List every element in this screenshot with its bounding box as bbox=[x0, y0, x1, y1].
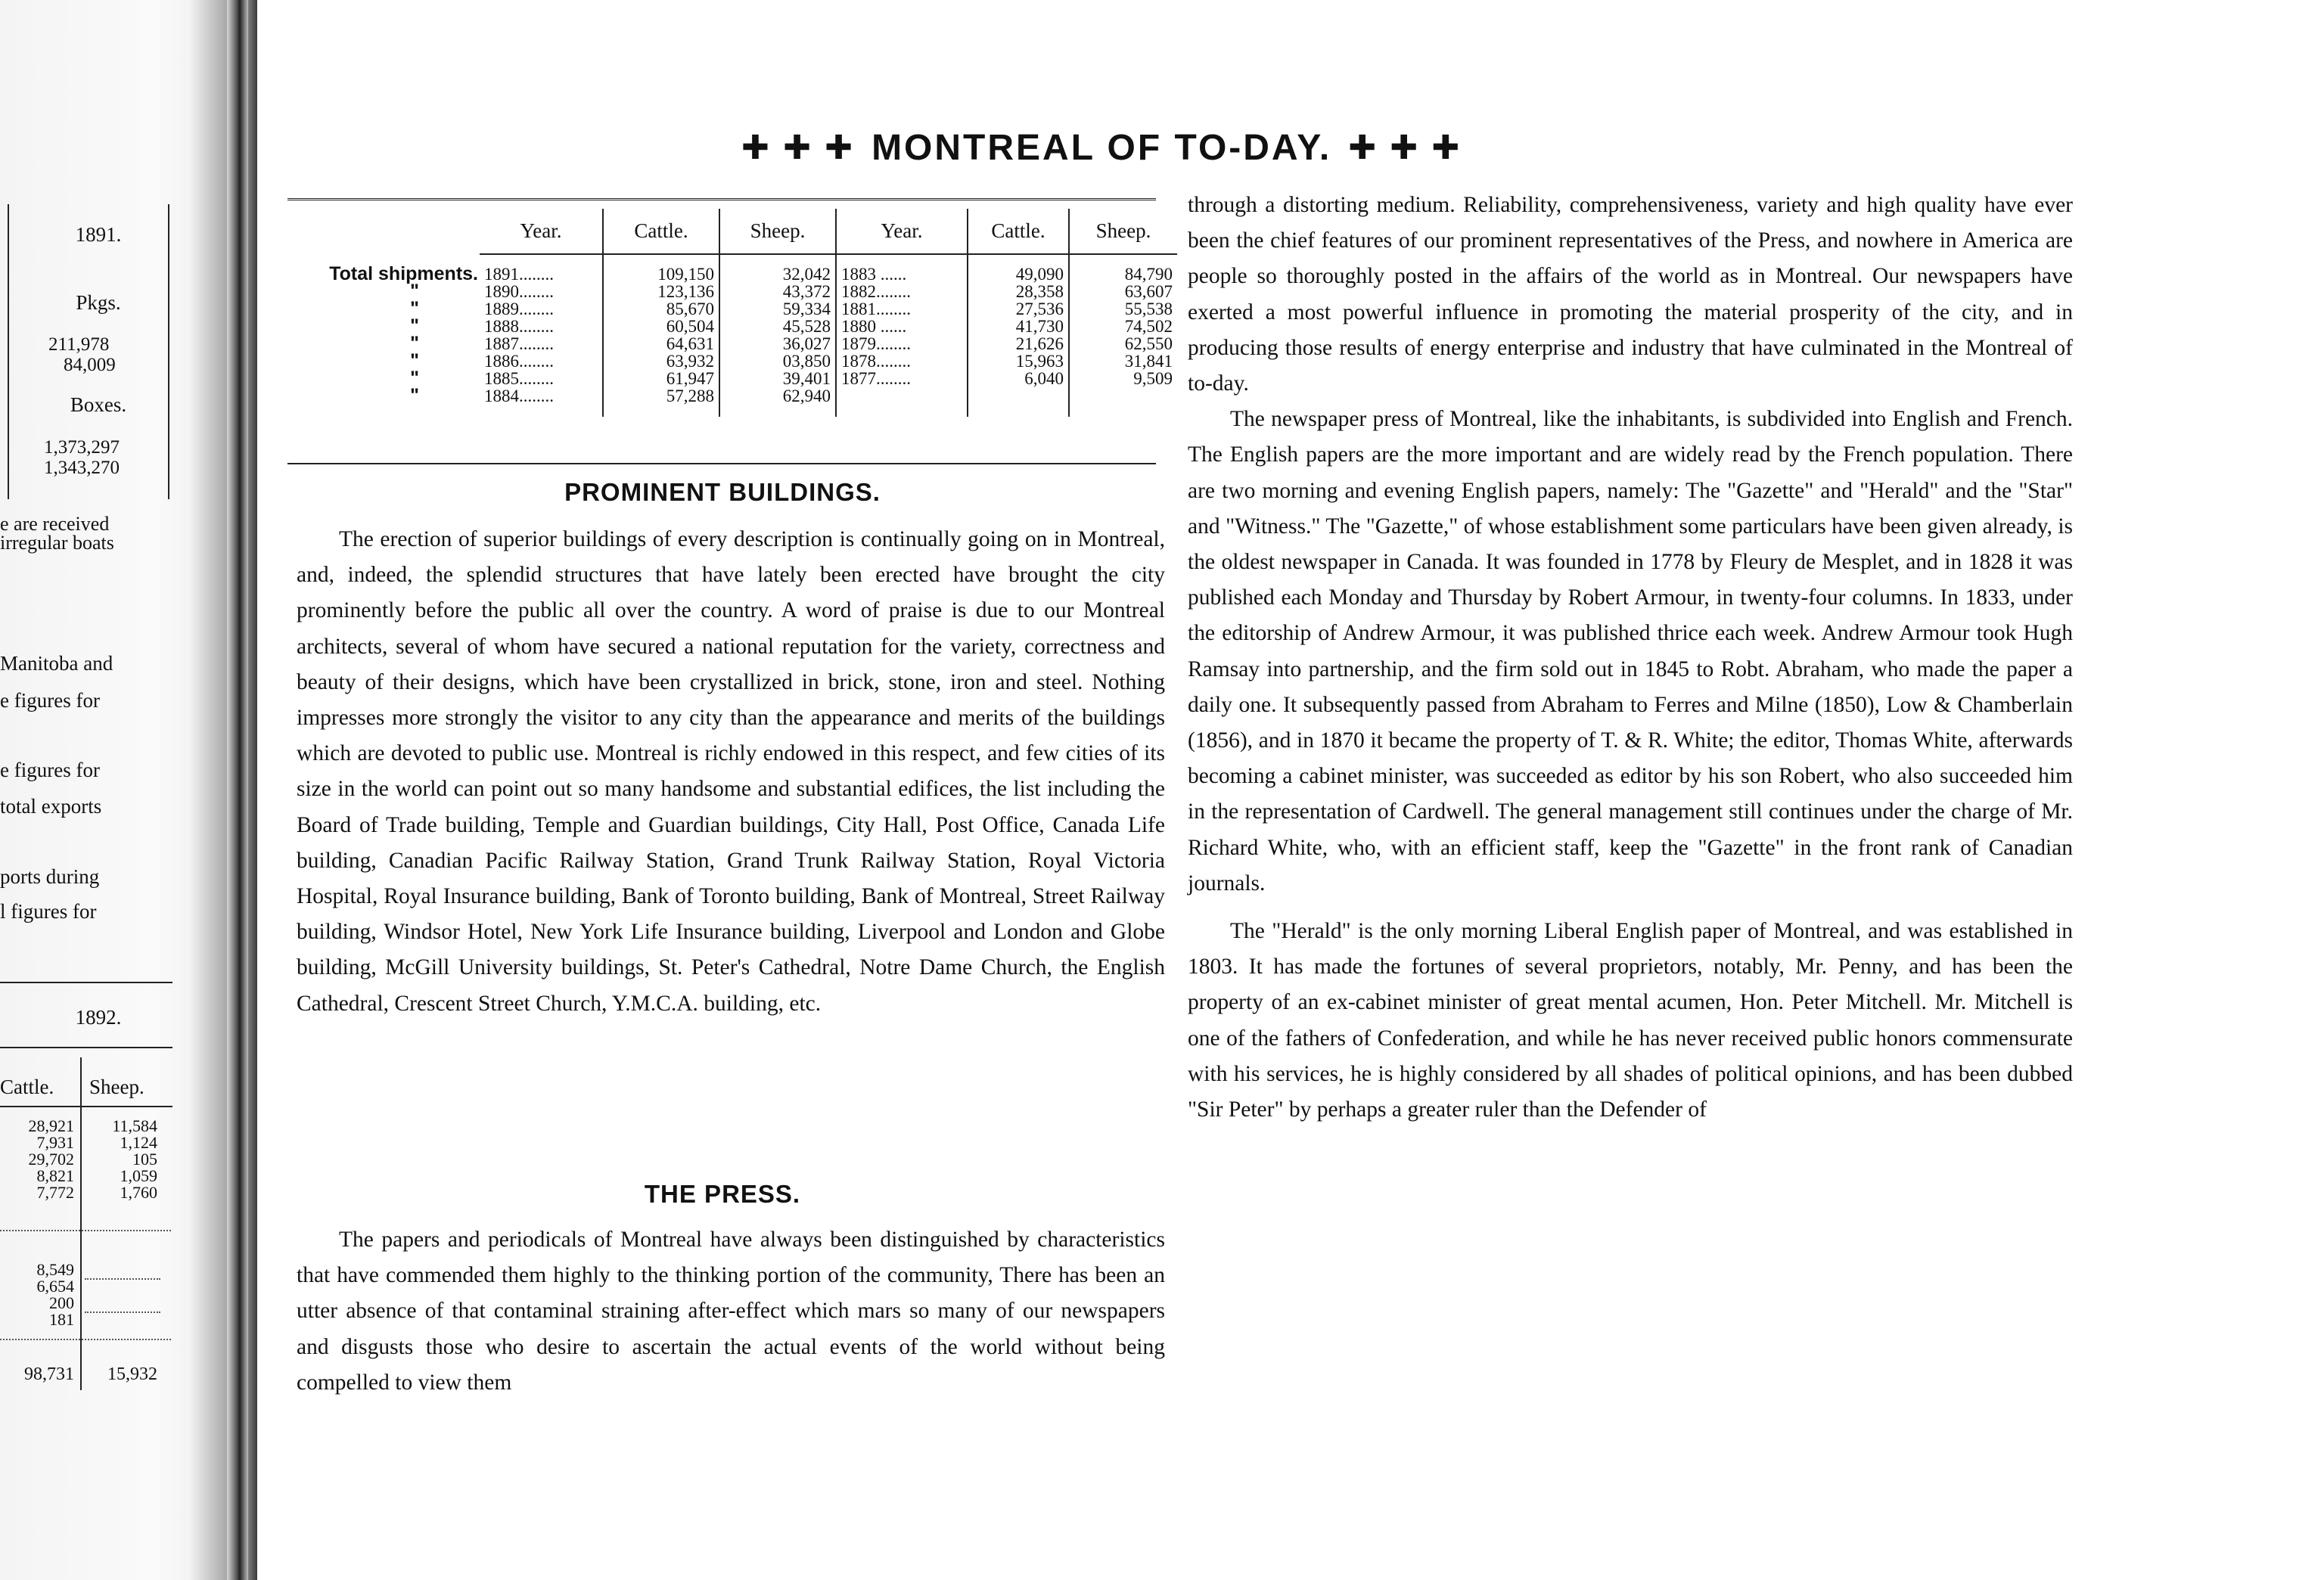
row-ditto: " bbox=[410, 385, 419, 406]
cell-year: 1891........ bbox=[480, 254, 603, 283]
year-1891: 1891. bbox=[75, 223, 122, 246]
cell-cattle: 85,670 bbox=[603, 300, 719, 318]
cattle-value: 28,921 bbox=[28, 1116, 74, 1135]
the-press-paragraph: The papers and periodicals of Montreal have always been distinguished by characteristics that have commended them highly to the thinking portion of the community, There has been an utter absence of that contaminal straining after-effect which mars so many of our newspapers and disgusts those who desire to ascertain the actual events of the world without being compelled to view them bbox=[297, 1228, 1165, 1395]
left-table-dotted-rule bbox=[85, 1311, 160, 1313]
row-ditto: " bbox=[410, 298, 419, 319]
cell-cattle: 28,358 bbox=[968, 283, 1069, 300]
cell-cattle: 64,631 bbox=[603, 335, 719, 352]
cell-cattle: 41,730 bbox=[968, 318, 1069, 335]
cross-ornament: ✚ ✚ ✚ bbox=[1348, 129, 1462, 166]
pkgs-value: 211,978 bbox=[48, 334, 110, 355]
cell-year: 1890........ bbox=[480, 283, 603, 300]
cell-cattle: 49,090 bbox=[968, 254, 1069, 283]
cell-year: 1888........ bbox=[480, 318, 603, 335]
cell-sheep: 55,538 bbox=[1124, 300, 1173, 318]
fragment-line: l figures for bbox=[0, 900, 97, 923]
cell-cattle: 63,932 bbox=[603, 352, 719, 370]
cattle-value: 181 bbox=[49, 1310, 74, 1329]
cell-sheep: 43,372 bbox=[719, 283, 836, 300]
fragment-line: total exports bbox=[0, 795, 102, 818]
table-row bbox=[287, 370, 1177, 387]
fragment-line: irregular boats bbox=[0, 532, 114, 554]
cattle-value: 7,772 bbox=[36, 1183, 74, 1202]
cell-year: 1877........ bbox=[836, 370, 968, 387]
table-row bbox=[287, 283, 1177, 300]
cattle-value: 8,549 bbox=[36, 1260, 74, 1279]
table-header: Sheep. bbox=[719, 209, 836, 254]
table-row bbox=[287, 318, 1177, 335]
cell-sheep bbox=[1069, 387, 1177, 417]
sheep-value: 1,059 bbox=[120, 1166, 157, 1185]
cell-year: 1889........ bbox=[480, 300, 603, 318]
cell-sheep: 31,841 bbox=[1124, 352, 1173, 371]
cattle-total: 98,731 bbox=[24, 1364, 74, 1384]
cross-ornament: ✚ ✚ ✚ bbox=[741, 129, 856, 166]
year-1892: 1892. bbox=[75, 1006, 122, 1029]
fragment-line: Manitoba and bbox=[0, 652, 113, 675]
page-fold bbox=[227, 0, 248, 1580]
left-table-dotted-rule bbox=[0, 1339, 171, 1340]
sheep-total: 15,932 bbox=[107, 1364, 157, 1384]
cell-year: 1884........ bbox=[480, 387, 603, 417]
row-label: Total shipments. bbox=[329, 262, 478, 284]
page-title: MONTREAL OF TO-DAY. bbox=[872, 128, 1332, 168]
fragment-line: e figures for bbox=[0, 759, 100, 781]
cell-cattle: 57,288 bbox=[603, 387, 719, 417]
cell-sheep: 62,550 bbox=[1124, 334, 1173, 353]
cell-sheep: 45,528 bbox=[719, 318, 836, 335]
left-table-top-rule bbox=[0, 982, 172, 983]
cattle-value: 8,821 bbox=[36, 1166, 74, 1185]
sheep-value: 1,124 bbox=[120, 1133, 157, 1152]
left-table-rule bbox=[0, 1106, 172, 1107]
sheep-column-a bbox=[85, 1118, 157, 1201]
pkgs-value: 84,009 bbox=[64, 355, 116, 375]
prominent-buildings-body bbox=[297, 522, 1165, 1022]
cell-year: 1879........ bbox=[836, 335, 968, 352]
newspaper-press-paragraph: The newspaper press of Montreal, like the inhabitants, is subdivided into English and French. The English papers are the more important and are widely read by the French population. There are two morning and evening English papers, namely: The "Gazette" and "Herald" and the "Star" and "Witness." The "Gazette," of whose establishment some particulars have been given already, is the oldest newspaper in Canada. It was founded in 1778 by Fleury de Mesplet, and in 1828 it was published each Monday and Thursday by Robert Armour, in twenty-four columns. In 1833, under the editorship of Andrew Armour, it was published thrice each week. Andrew Armour took Hugh Ramsay into partnership, and the firm sold out in 1845 to Robt. Abraham, who made the paper a daily one. It subsequently passed from Abraham to Ferres and Milne (1850), Low & Chamberlain (1856), and in 1870 it became the property of T. & R. White; the editor, Thomas White, afterwards becoming a cabinet minister, was succeeded as editor by his son Robert, who also succeeded him in the representation of Cardwell. The general management still continues under the charge of Mr. Richard White, who, with an efficient staff, keep the "Gazette" in the front rank of Canadian journals. bbox=[1188, 407, 2073, 896]
sheep-value: 1,760 bbox=[120, 1183, 157, 1202]
left-table-rule bbox=[168, 204, 169, 499]
cell-year: 1883 ...... bbox=[836, 254, 968, 283]
cell-year: 1881........ bbox=[836, 300, 968, 318]
cattle-value: 7,931 bbox=[36, 1133, 74, 1152]
cell-sheep: 74,502 bbox=[1124, 317, 1173, 336]
cell-year: 1887........ bbox=[480, 335, 603, 352]
boxes-value: 1,343,270 bbox=[44, 458, 120, 478]
cell-year: 1885........ bbox=[480, 370, 603, 387]
left-table-rule bbox=[0, 1047, 172, 1048]
fragment-line: e are received bbox=[0, 513, 110, 535]
table-row bbox=[287, 335, 1177, 352]
cattle-value: 6,654 bbox=[36, 1277, 74, 1296]
cell-sheep: 39,401 bbox=[719, 370, 836, 387]
table-header: Cattle. bbox=[968, 209, 1069, 254]
cattle-value: 200 bbox=[49, 1293, 74, 1312]
pkgs-label: Pkgs. bbox=[76, 291, 121, 314]
row-ditto: " bbox=[410, 315, 419, 337]
cell-cattle: 123,136 bbox=[603, 283, 719, 300]
table-row bbox=[287, 300, 1177, 318]
cell-year: 1882........ bbox=[836, 283, 968, 300]
table-header-row bbox=[287, 209, 1177, 254]
cell-cattle: 6,040 bbox=[968, 370, 1069, 387]
cell-sheep: 63,607 bbox=[1124, 282, 1173, 301]
cell-cattle: 61,947 bbox=[603, 370, 719, 387]
boxes-label: Boxes. bbox=[70, 393, 127, 416]
cell-year bbox=[836, 387, 968, 417]
cell-cattle: 60,504 bbox=[603, 318, 719, 335]
page-title-row bbox=[741, 127, 1619, 169]
left-table-dotted-rule bbox=[0, 1230, 171, 1231]
left-table-rule bbox=[80, 1057, 82, 1390]
cell-sheep: 9,509 bbox=[1133, 369, 1173, 388]
table-header: Year. bbox=[836, 209, 968, 254]
cell-sheep: 03,850 bbox=[719, 352, 836, 370]
cattle-label: Cattle. bbox=[0, 1076, 54, 1098]
cell-cattle: 27,536 bbox=[968, 300, 1069, 318]
left-table-dotted-rule bbox=[85, 1278, 160, 1280]
row-ditto: " bbox=[410, 368, 419, 389]
boxes-value: 1,373,297 bbox=[44, 437, 120, 458]
press-continued-paragraph: through a distorting medium. Reliability, comprehensiveness, variety and high quality have ever been the chief features of our prominent representatives of the Press, and nowhere in America are people so thoroughly posted in the affairs of the world as in Montreal. Our newspapers have exerted a most powerful influence in promoting the material prosperity of the city, and in producing those results of energy enterprise and industry that have culminated in the Montreal of to-day. bbox=[1188, 193, 2073, 396]
shipments-table bbox=[287, 209, 1177, 417]
cell-cattle: 21,626 bbox=[968, 335, 1069, 352]
cell-year: 1886........ bbox=[480, 352, 603, 370]
table-row bbox=[287, 352, 1177, 370]
table-header: Sheep. bbox=[1069, 209, 1177, 254]
fragment-line: e figures for bbox=[0, 689, 100, 712]
cell-sheep: 59,334 bbox=[719, 300, 836, 318]
row-ditto: " bbox=[410, 333, 419, 354]
cell-sheep: 62,940 bbox=[719, 387, 836, 417]
cattle-column-a bbox=[0, 1118, 74, 1201]
table-bottom-rule bbox=[287, 463, 1156, 464]
herald-paragraph: The "Herald" is the only morning Liberal English paper of Montreal, and was established in 1803. It has made the fortunes of several proprietors, notably, Mr. Penny, and has been the property of an ex-cabinet minister of great mental acumen, Hon. Peter Mitchell. Mr. Mitchell is one of the fathers of Confederation, and while he has never received public honors commensurate with his services, he is highly considered by all shades of political opinions, and has been dubbed "Sir Peter" by perhaps a greater ruler than the Defender of bbox=[1188, 919, 2073, 1122]
right-column bbox=[1188, 188, 2073, 1128]
table-header: Year. bbox=[480, 209, 603, 254]
cell-cattle: 109,150 bbox=[603, 254, 719, 283]
row-ditto: " bbox=[410, 350, 419, 371]
the-press-heading: THE PRESS. bbox=[644, 1180, 801, 1208]
cell-sheep: 36,027 bbox=[719, 335, 836, 352]
sheep-label: Sheep. bbox=[89, 1076, 144, 1098]
prominent-buildings-paragraph: The erection of superior buildings of every description is continually going on in Montreal, and, indeed, the splendid structures that have lately been erected have brought the city prominently before the public all over the country. A word of praise is due to our Montreal architects, several of whom have secured a national reputation for the variety, correctness and beauty of their designs, which have been crystallized in brick, stone, iron and steel. Nothing impresses more strongly the visitor to any city than the appearance and merits of the buildings which are devoted to public use. Montreal is richly endowed in this respect, and few cities of its size in the world can point out so many handsome and substantial edifices, the list including the Board of Trade building, Temple and Guardian buildings, City Hall, Post Office, Canada Life building, Canadian Pacific Railway Station, Grand Trunk Railway Station, Royal Victoria Hospital, Royal Insurance building, Bank of Toronto building, Bank of Montreal, Street Railway building, Windsor Hotel, New York Life Insurance building, Liverpool and London and Globe building, McGill University buildings, St. Peter's Cathedral, Notre Dame Church, the English Cathedral, Crescent Street Church, Y.M.C.A. building, etc. bbox=[297, 527, 1165, 1016]
table-header: Cattle. bbox=[603, 209, 719, 254]
fragment-line: ports during bbox=[0, 865, 100, 888]
row-ditto: " bbox=[410, 281, 419, 302]
cell-sheep: 32,042 bbox=[719, 254, 836, 283]
cattle-value: 29,702 bbox=[28, 1150, 74, 1169]
cell-year: 1880 ...... bbox=[836, 318, 968, 335]
left-table-rule bbox=[8, 204, 9, 499]
cell-year: 1878........ bbox=[836, 352, 968, 370]
table-header-blank bbox=[287, 209, 480, 254]
table-row bbox=[287, 387, 1177, 417]
cell-sheep: 84,790 bbox=[1124, 265, 1173, 284]
cell-cattle: 15,963 bbox=[968, 352, 1069, 370]
sheep-value: 105 bbox=[132, 1150, 157, 1169]
prominent-buildings-heading: PROMINENT BUILDINGS. bbox=[564, 478, 881, 506]
the-press-body bbox=[297, 1222, 1165, 1401]
cell-cattle bbox=[968, 387, 1069, 417]
sheep-value: 11,584 bbox=[112, 1116, 157, 1135]
table-row bbox=[287, 254, 1177, 283]
table-top-rule bbox=[287, 198, 1156, 200]
cattle-column-b bbox=[0, 1262, 74, 1328]
